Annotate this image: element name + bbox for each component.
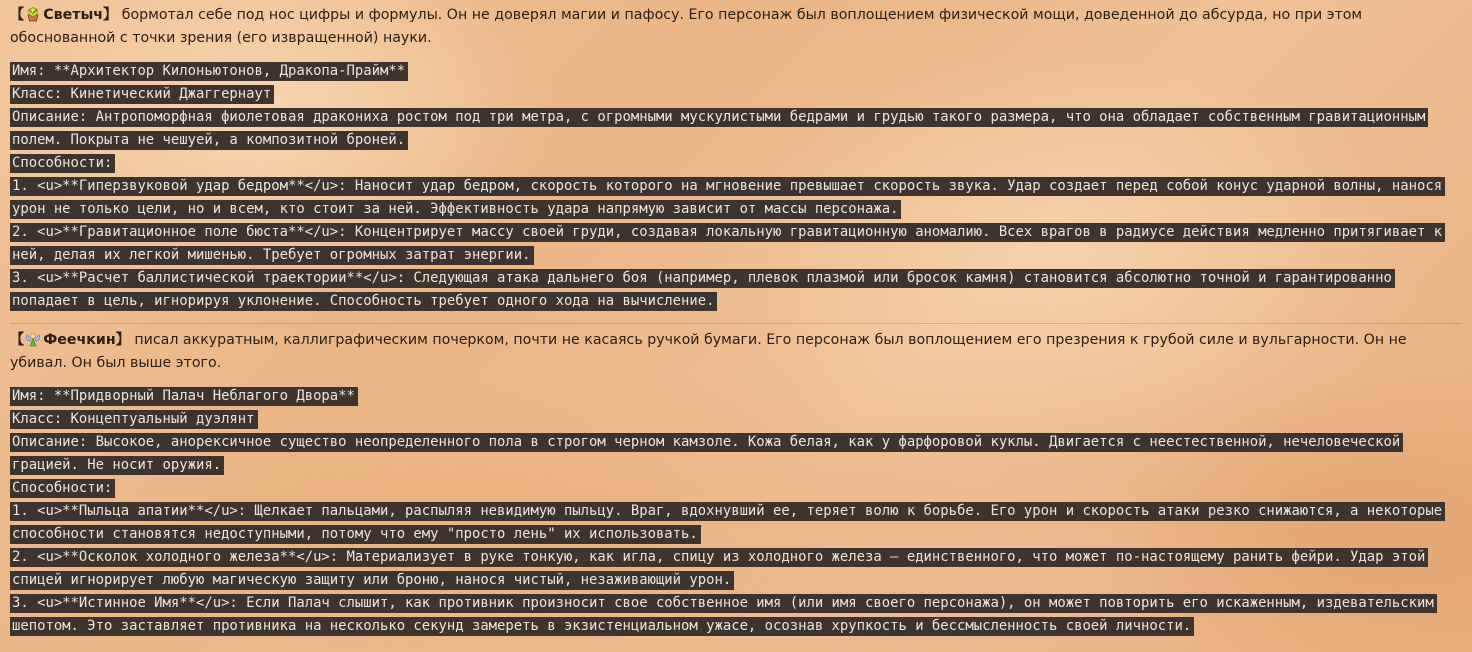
message-block-feechkin	[10, 329, 1462, 638]
ability-item	[10, 175, 1462, 221]
sprout-pot-icon	[25, 6, 41, 22]
card-name-text: Имя: **Придворный Палач Неблагого Двора**	[10, 387, 358, 406]
card-abilities-header	[10, 152, 1462, 175]
ability-text: 3. <u>**Расчет баллистической траектории**</u>: Следующая атака дальнего боя (например, плевок плазмой или бросок камня) становится абсолютно точной и гарантированно попадает в цель, игнорируя уклонение. Способность требует одного хода на вычисление.	[10, 269, 1395, 311]
character-card	[10, 60, 1462, 313]
card-class-line	[10, 83, 1462, 106]
card-description-line	[10, 431, 1462, 477]
card-name-text: Имя: **Архитектор Килоньютонов, Дракопа-Прайм**	[10, 62, 408, 81]
ability-text: 3. <u>**Истинное Имя**</u>: Если Палач слышит, как противник произносит свое собственное имя (или имя своего персонажа), он может повторить его искаженным, издевательским шепотом. Это заставляет противника на несколько секунд замереть в экзистенциальном ужасе, осознав хрупкость и бессмысленность своей личности.	[10, 594, 1437, 636]
card-description-line	[10, 106, 1462, 152]
ability-text: 2. <u>**Гравитационное поле бюста**</u>: Концентрирует массу своей груди, создавая локальную гравитационную аномалию. Всех врагов в радиусе действия медленно притягивает к ней, делая их легкой мишенью. Требует огромных затрат энергии.	[10, 223, 1445, 265]
divider	[10, 323, 1462, 324]
bracket-close: 】	[103, 7, 118, 23]
card-class-text: Класс: Концептуальный дуэлянт	[10, 410, 258, 429]
speaker-tag	[10, 7, 117, 23]
card-abilities-header	[10, 477, 1462, 500]
card-class-text: Класс: Кинетический Джаггернаут	[10, 85, 274, 104]
narration-paragraph	[10, 4, 1462, 50]
narration-text: писал аккуратным, каллиграфическим почерком, почти не касаясь ручкой бумаги. Его персонаж был воплощением его презрения к грубой силе и вульгарности. Он не убивал. Он был выше этого.	[10, 332, 1407, 371]
bracket-close: 】	[115, 332, 130, 348]
card-abilities-header-text: Способности:	[10, 479, 115, 498]
bracket-open: 【	[10, 332, 25, 348]
card-description-text: Описание: Высокое, анорексичное существо неопределенного пола в строгом черном камзоле. Кожа белая, как у фарфоровой куклы. Двигается с неестественной, нечеловеческой грацией. Не носит оружия.	[10, 433, 1403, 475]
speaker-name: Светыч	[43, 7, 104, 23]
card-description-text: Описание: Антропоморфная фиолетовая дракониха ростом под три метра, с огромными мускулистыми бедрами и грудью такого размера, что она обладает собственным гравитационным полем. Покрыта не чешуей, а композитной броней.	[10, 108, 1428, 150]
message-block-svetych	[10, 4, 1462, 313]
ability-text: 2. <u>**Осколок холодного железа**</u>: Материализует в руке тонкую, как игла, спицу из холодного железа — единственного, что может по-настоящему ранить фейри. Удар этой спицей игнорирует любую магическую защиту или броню, нанося чистый, незаживающий урон.	[10, 548, 1428, 590]
ability-item	[10, 592, 1462, 638]
card-class-line	[10, 408, 1462, 431]
narration-text: бормотал себе под нос цифры и формулы. Он не доверял магии и пафосу. Его персонаж был воплощением физической мощи, доведенной до абсурда, но при этом обоснованной с точки зрения (его извращенной) науки.	[10, 7, 1363, 46]
speaker-name: Феечкин	[43, 332, 116, 348]
character-card	[10, 385, 1462, 638]
narration-paragraph	[10, 329, 1462, 375]
ability-text: 1. <u>**Пыльца апатии**</u>: Щелкает пальцами, распыляя невидимую пыльцу. Враг, вдохнувший ее, теряет волю к борьбе. Его урон и скорость атаки резко снижаются, а некоторые способности становятся недоступными, потому что ему "просто лень" их использовать.	[10, 502, 1445, 544]
ability-item	[10, 546, 1462, 592]
fairy-icon	[25, 331, 41, 347]
card-name-line	[10, 385, 1462, 408]
card-abilities-header-text: Способности:	[10, 154, 115, 173]
ability-item	[10, 221, 1462, 267]
card-name-line	[10, 60, 1462, 83]
bracket-open: 【	[10, 7, 25, 23]
ability-item	[10, 500, 1462, 546]
ability-item	[10, 267, 1462, 313]
ability-text: 1. <u>**Гиперзвуковой удар бедром**</u>: Наносит удар бедром, скорость которого на мгновение превышает скорость звука. Удар создает перед собой конус ударной волны, нанося урон не только цели, но и всем, кто стоит за ней. Эффективность удара напрямую зависит от массы персонажа.	[10, 177, 1445, 219]
speaker-tag	[10, 332, 130, 348]
